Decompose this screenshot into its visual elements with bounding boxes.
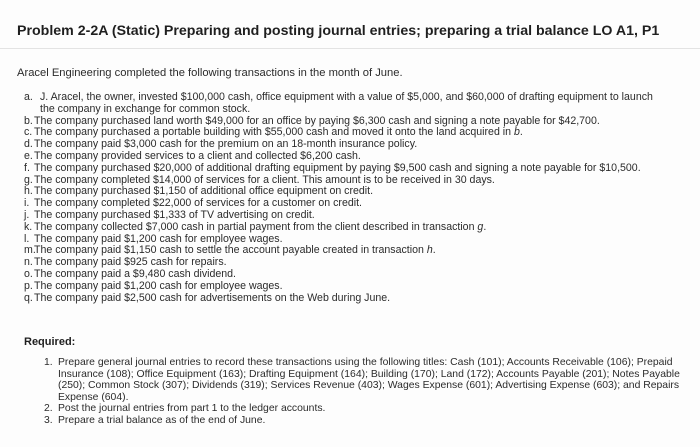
requirement-list — [44, 357, 690, 426]
requirement-number: 3. — [44, 414, 53, 426]
transaction-letter: q. — [24, 291, 33, 304]
transaction-text: The company purchased $1,150 of additional office equipment on credit. — [34, 185, 374, 198]
transaction-reference: g — [477, 220, 484, 233]
transaction-k — [24, 222, 696, 234]
transaction-text-end: . — [432, 244, 436, 257]
transaction-text: The company paid $3,000 cash for the premium on an 18-month insurance policy. — [34, 138, 418, 151]
problem-title: Problem 2-2A (Static) Preparing and posting journal entries; preparing a trial balance LO A1, P1 — [17, 23, 660, 39]
requirement-number: 1. — [44, 357, 53, 368]
requirement-text: Post the journal entries from part 1 to the ledger accounts. — [58, 403, 326, 414]
transaction-letter: f. — [24, 161, 30, 174]
transaction-letter: k. — [24, 220, 33, 233]
transaction-text: The company purchased land worth $49,000 for an office by paying $6,300 cash and signing a note payable for $42,700. — [34, 114, 600, 127]
transaction-q — [24, 293, 696, 305]
transaction-p — [24, 281, 696, 293]
requirement-2 — [44, 403, 690, 415]
transaction-letter: d. — [24, 138, 33, 151]
transaction-letter: c. — [24, 126, 33, 139]
title-divider — [0, 48, 700, 49]
transaction-text: The company paid $1,200 cash for employee wages. — [34, 279, 283, 292]
transaction-letter: j. — [24, 208, 30, 221]
transaction-text: The company provided services to a client and collected $6,200 cash. — [34, 149, 361, 162]
transaction-reference: b — [513, 126, 520, 139]
transaction-letter: m. — [24, 244, 36, 257]
transaction-text: J. Aracel, the owner, invested $100,000 cash, office equipment with a value of $5,000, and $60,000 of drafting equipment to launch the company in exchange for common stock. — [40, 91, 653, 115]
transaction-text: The company paid $1,200 cash for employee wages. — [34, 232, 283, 245]
requirement-text: Prepare general journal entries to record these transactions using the following titles: Cash (101); Accounts Receivable (106); Prepaid Insurance (108); Office Equipment (163); Drafting Equipment (164); Building (170); Land (172); Accounts Payable (201); Notes Payable (250); Common Stock (307); Dividends (319); Services Revenue (403); Wages Expense (601); Advertising Expense (603); and Repairs Expense (604). — [58, 357, 680, 403]
transaction-text-end: . — [483, 220, 487, 233]
transaction-letter: h. — [24, 185, 33, 198]
transaction-text-main: The company purchased a portable building with $55,000 cash and moved it onto the land acquired in — [34, 126, 514, 139]
transaction-reference: h — [426, 244, 433, 257]
requirement-1 — [44, 357, 690, 403]
transaction-e — [24, 151, 696, 163]
transaction-text-main: The company collected $7,000 cash in partial payment from the client described in transaction — [34, 220, 478, 233]
requirement-text: Prepare a trial balance as of the end of June. — [58, 414, 266, 426]
transaction-letter: a. — [24, 91, 33, 103]
transaction-letter: i. — [24, 197, 30, 210]
transaction-text: The company purchased $20,000 of additional drafting equipment by paying $9,500 cash and signing a note payable for $10,500. — [34, 161, 641, 174]
transaction-text-main: The company paid $1,150 cash to settle the account payable created in transaction — [34, 244, 427, 257]
transaction-text: The company paid a $9,480 cash dividend. — [34, 267, 237, 280]
requirement-number: 2. — [44, 403, 53, 414]
transaction-letter: p. — [24, 279, 33, 292]
transaction-text: The company completed $22,000 of services for a customer on credit. — [34, 197, 362, 210]
required-heading: Required: — [24, 336, 76, 348]
transaction-text: The company paid $2,500 cash for advertisements on the Web during June. — [34, 291, 391, 304]
transaction-list — [24, 92, 696, 304]
requirement-3 — [44, 415, 690, 427]
transaction-f — [24, 163, 696, 175]
transaction-text: The company completed $14,000 of services for a client. This amount is to be received in 30 days. — [34, 173, 495, 186]
transaction-letter: b. — [24, 114, 33, 127]
transaction-a — [24, 92, 696, 116]
transaction-letter: e. — [24, 149, 33, 162]
transaction-letter: n. — [24, 256, 33, 269]
transaction-text-end: . — [519, 126, 523, 139]
transaction-text — [34, 222, 696, 234]
transaction-letter: o. — [24, 267, 33, 280]
transaction-letter: g. — [24, 173, 33, 186]
intro-text: Aracel Engineering completed the following transactions in the month of June. — [17, 67, 403, 79]
transaction-text: The company purchased $1,333 of TV advertising on credit. — [34, 208, 315, 221]
transaction-o — [24, 269, 696, 281]
transaction-letter: l. — [24, 232, 30, 245]
transaction-text: The company paid $925 cash for repairs. — [34, 256, 227, 269]
